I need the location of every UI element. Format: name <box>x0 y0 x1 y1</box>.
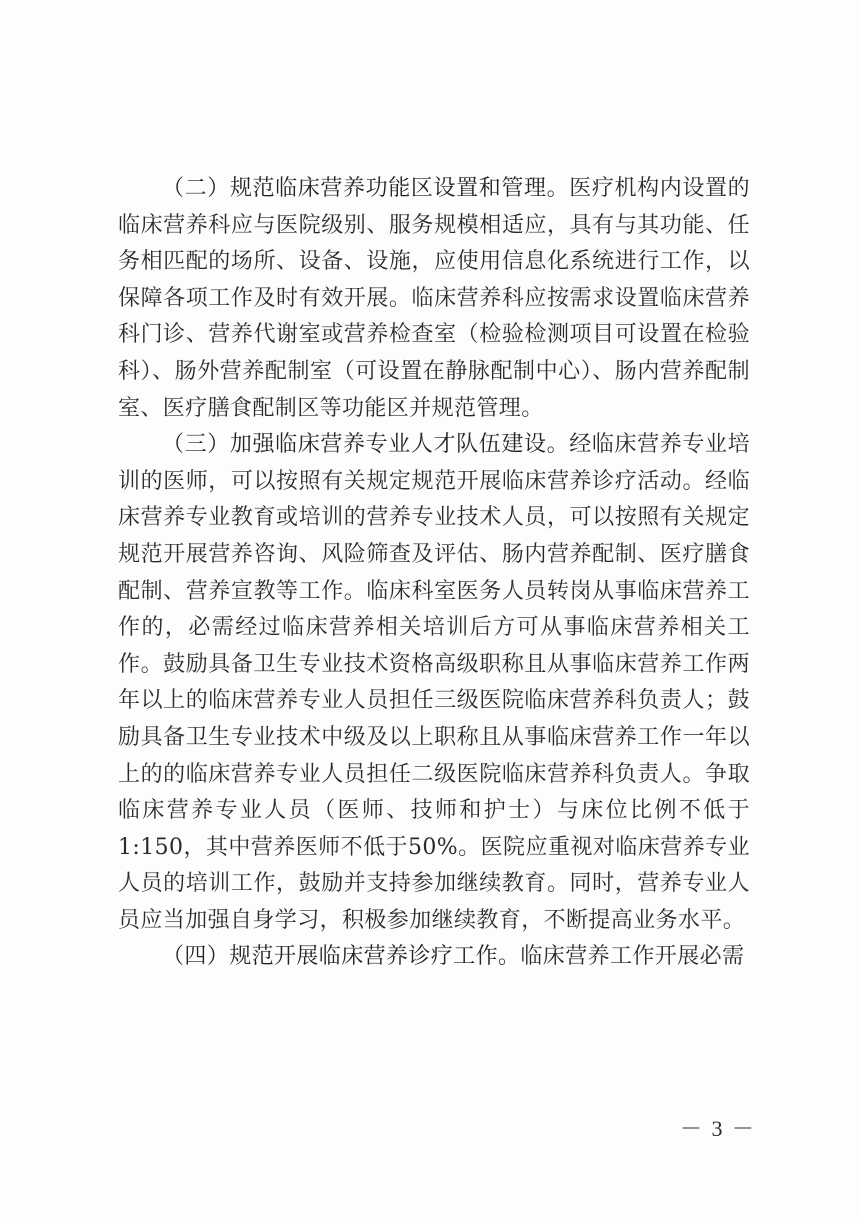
paragraph-section-4 <box>118 939 750 976</box>
paragraph-section-3 <box>118 427 750 939</box>
section-4-heading: （四）规范开展临床营养诊疗工作。 <box>162 944 521 970</box>
page-number: － 3 － <box>679 1116 756 1141</box>
paragraph-section-2 <box>118 171 750 427</box>
section-4-body: 临床营养工作开展必需 <box>520 944 745 970</box>
document-body <box>118 171 750 976</box>
section-3-heading: （三）加强临床营养专业人才队伍建设。 <box>162 432 570 458</box>
section-2-heading: （二）规范临床营养功能区设置和管理。 <box>162 176 570 201</box>
section-2-body: 医疗机构内设置的临床营养科应与医院级别、服务规模相适应，具有与其功能、任务相匹配的场所、设备、设施，应使用信息化系统进行工作，以保障各项工作及时有效开展。临床营养科应按需求设置临床营养科门诊、营养代谢室或营养检查室（检验检测项目可设置在检验科）、肠外营养配制室（可设置在静脉配制中心）、肠内营养配制室、医疗膳食配制区等功能区并规范管理。 <box>118 176 751 421</box>
section-3-body: 经临床营养专业培训的医师，可以按照有关规定规范开展临床营养诊疗活动。经临床营养专业教育或培训的营养专业技术人员，可以按照有关规定规范开展营养咨询、风险筛查及评估、肠内营养配制、医疗膳食配制、营养宣教等工作。临床科室医务人员转岗从事临床营养工作的，必需经过临床营养相关培训后方可从事临床营养相关工作。鼓励具备卫生专业技术资格高级职称且从事临床营养工作两年以上的临床营养专业人员担任三级医院临床营养科负责人；鼓励具备卫生专业技术中级及以上职称且从事临床营养工作一年以上的的临床营养专业人员担任二级医院临床营养科负责人。争取临床营养专业人员（医师、技师和护士）与床位比例不低于1:150，其中营养医师不低于50%。医院应重视对临床营养专业人员的培训工作，鼓励并支持参加继续教育。同时，营养专业人员应当加强自身学习，积极参加继续教育，不断提高业务水平。 <box>118 432 751 933</box>
